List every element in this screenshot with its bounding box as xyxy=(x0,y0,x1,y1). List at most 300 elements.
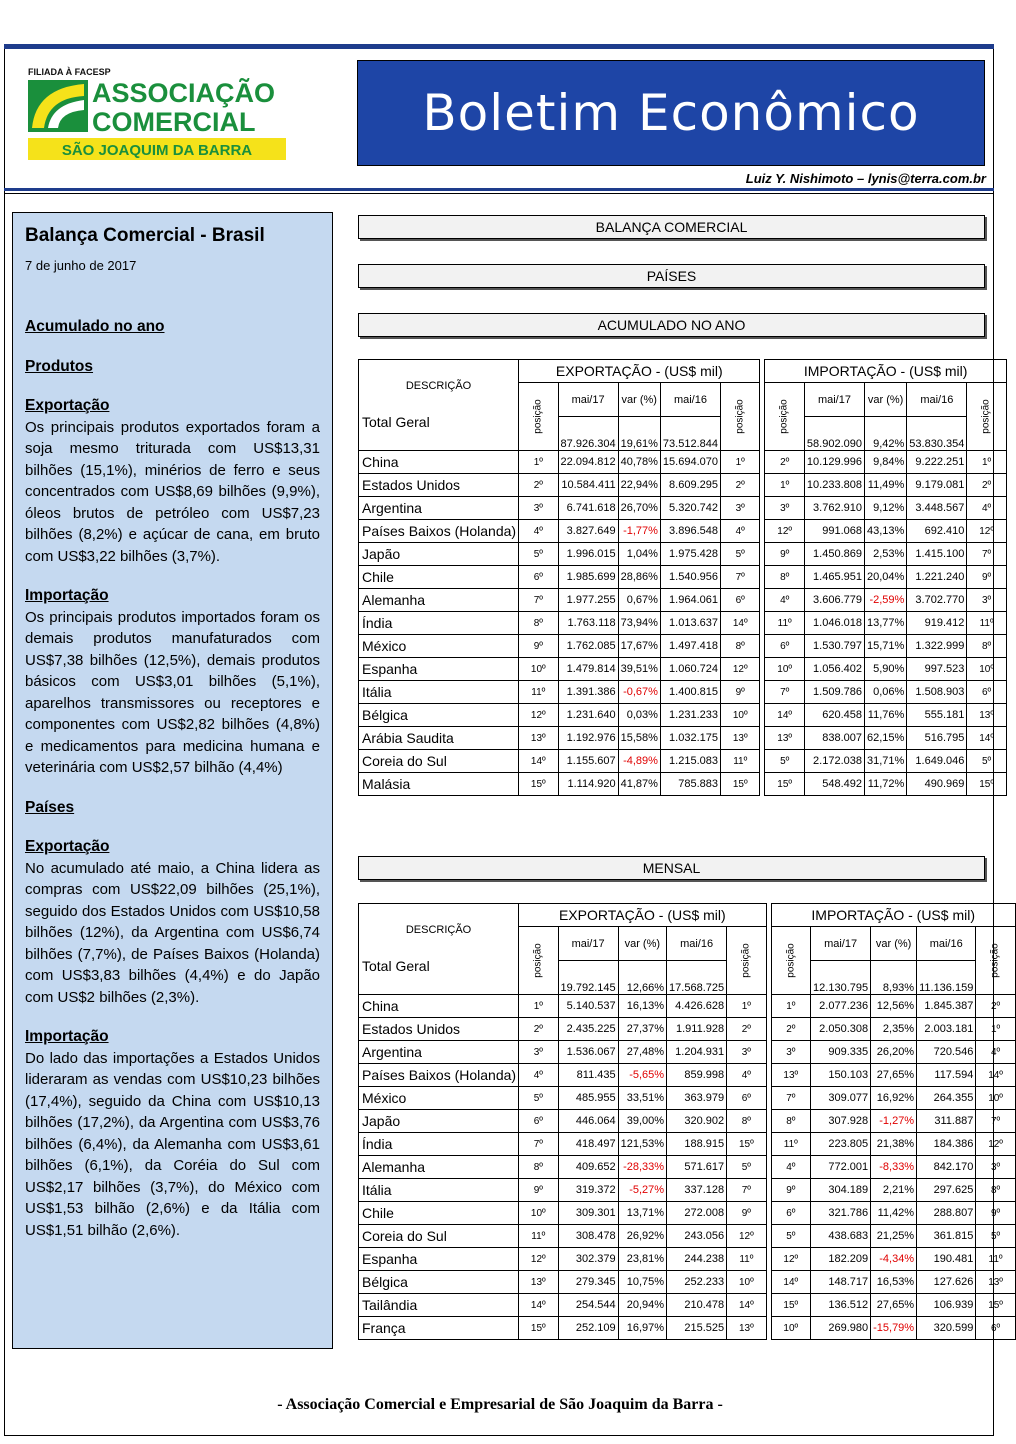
bar-balanca-comercial xyxy=(358,215,985,239)
table-row xyxy=(359,750,1007,773)
country-name: Estados Unidos xyxy=(359,1018,519,1041)
country-name: Alemanha xyxy=(359,589,519,612)
export-mai17: 22.094.812 xyxy=(558,451,618,474)
table-row xyxy=(359,1202,1016,1225)
table-row xyxy=(359,635,1007,658)
import-rank-16: 3º xyxy=(967,589,1006,612)
import-mai17: 1.530.797 xyxy=(804,635,864,658)
export-mai16: 337.128 xyxy=(667,1179,727,1202)
export-mai17: 279.345 xyxy=(558,1271,618,1294)
export-rank-17: 4º xyxy=(519,520,558,543)
export-rank-17: 14º xyxy=(519,750,558,773)
export-rank-16: 15º xyxy=(727,1133,766,1156)
total-i17: 58.902.090 xyxy=(804,417,864,451)
import-rank-17: 6º xyxy=(765,635,804,658)
export-rank-16: 6º xyxy=(720,589,759,612)
country-name: Países Baixos (Holanda) xyxy=(359,1064,519,1087)
posicao-col xyxy=(727,927,766,995)
export-mai17: 811.435 xyxy=(558,1064,618,1087)
export-var: 16,97% xyxy=(618,1317,666,1340)
export-mai16: 1.540.956 xyxy=(660,566,720,589)
export-mai17: 1.996.015 xyxy=(558,543,618,566)
export-var: 28,86% xyxy=(618,566,660,589)
import-var: 5,90% xyxy=(864,658,906,681)
import-mai17: 838.007 xyxy=(804,727,864,750)
export-mai16: 363.979 xyxy=(667,1087,727,1110)
posicao-label: posição xyxy=(785,943,797,978)
col-header-c2: var (%) xyxy=(864,383,906,417)
top-rule xyxy=(4,44,994,49)
import-rank-17: 4º xyxy=(765,589,804,612)
col-header-c2: var (%) xyxy=(618,383,660,417)
logo-emblem-icon xyxy=(26,66,290,162)
export-rank-16: 1º xyxy=(720,451,759,474)
logo-line1: ASSOCIAÇÃO xyxy=(92,78,276,108)
import-rank-16: 9º xyxy=(976,1202,1015,1225)
export-mai17: 2.435.225 xyxy=(558,1018,618,1041)
table-row xyxy=(359,773,1007,796)
col-header-c1: mai/17 xyxy=(804,383,864,417)
import-rank-17: 2º xyxy=(765,451,804,474)
bar-label: MENSAL xyxy=(642,860,701,876)
produtos-importacao-text: Os principais produtos importados foram os demais produtos manufaturados com US$7,38 bilhões (12,5%), demais produtos básicos com US$3,01 bilhões (5,1%), aparelhos transmissores ou receptores e componentes com US$2,82 bilhões (4,8%) e medicamentos para medicina humana e veterinária com US$2,57 bilhão (4,4%) xyxy=(25,608,320,776)
export-rank-16: 13º xyxy=(727,1317,766,1340)
export-mai17: 1.479.814 xyxy=(558,658,618,681)
import-mai16: 3.702.770 xyxy=(907,589,967,612)
import-var: 2,21% xyxy=(871,1179,917,1202)
export-var: 33,51% xyxy=(618,1087,666,1110)
country-name: Espanha xyxy=(359,658,519,681)
importacao-header: IMPORTAÇÃO - (US$ mil) xyxy=(771,904,1015,927)
export-var: 10,75% xyxy=(618,1271,666,1294)
total-e16: 17.568.725 xyxy=(667,961,727,995)
export-mai16: 1.032.175 xyxy=(660,727,720,750)
import-mai16: 320.599 xyxy=(917,1317,976,1340)
export-mai17: 319.372 xyxy=(558,1179,618,1202)
export-rank-16: 8º xyxy=(727,1110,766,1133)
import-mai17: 223.805 xyxy=(811,1133,871,1156)
importacao-header: IMPORTAÇÃO - (US$ mil) xyxy=(765,360,1006,383)
import-var: 9,12% xyxy=(864,497,906,520)
import-var: 11,49% xyxy=(864,474,906,497)
import-mai16: 2.003.181 xyxy=(917,1018,976,1041)
table-row xyxy=(359,1087,1016,1110)
export-var: -28,33% xyxy=(618,1156,666,1179)
export-mai16: 1.400.815 xyxy=(660,681,720,704)
export-mai16: 1.911.928 xyxy=(667,1018,727,1041)
export-mai16: 244.238 xyxy=(667,1248,727,1271)
country-name: China xyxy=(359,451,519,474)
import-rank-16: 14º xyxy=(967,727,1006,750)
posicao-col xyxy=(967,383,1006,451)
section-produtos: Produtos xyxy=(25,357,94,375)
import-rank-17: 14º xyxy=(765,704,804,727)
table-row xyxy=(359,543,1007,566)
table-row xyxy=(359,1156,1016,1179)
export-var: 27,37% xyxy=(618,1018,666,1041)
export-rank-17: 6º xyxy=(519,1110,558,1133)
country-name: Índia xyxy=(359,612,519,635)
import-rank-16: 15º xyxy=(967,773,1006,796)
export-var: 26,92% xyxy=(618,1225,666,1248)
author-line: Luiz Y. Nishimoto – lynis@terra.com.br xyxy=(745,171,986,186)
col-header-c3: mai/16 xyxy=(917,927,976,961)
import-var: 11,76% xyxy=(864,704,906,727)
export-rank-17: 15º xyxy=(519,773,558,796)
country-name: China xyxy=(359,995,519,1018)
posicao-col xyxy=(771,927,810,995)
col-header-c2: var (%) xyxy=(618,927,666,961)
country-name: Argentina xyxy=(359,497,519,520)
export-rank-16: 4º xyxy=(720,520,759,543)
export-var: 0,67% xyxy=(618,589,660,612)
table-mensal xyxy=(358,903,1016,1340)
sidebar-title: Balança Comercial - Brasil xyxy=(25,225,265,246)
import-rank-17: 3º xyxy=(765,497,804,520)
import-mai17: 10.129.996 xyxy=(804,451,864,474)
section-acumulado: Acumulado no ano xyxy=(25,318,165,335)
import-var: 43,13% xyxy=(864,520,906,543)
import-var: 11,72% xyxy=(864,773,906,796)
export-mai16: 1.497.418 xyxy=(660,635,720,658)
country-name: Bélgica xyxy=(359,704,519,727)
import-rank-17: 8º xyxy=(771,1110,810,1133)
sidebar-date: 7 de junho de 2017 xyxy=(25,257,137,273)
import-rank-17: 1º xyxy=(771,995,810,1018)
export-mai16: 1.975.428 xyxy=(660,543,720,566)
import-mai16: 516.795 xyxy=(907,727,967,750)
import-rank-17: 12º xyxy=(771,1248,810,1271)
export-rank-16: 9º xyxy=(727,1202,766,1225)
export-mai16: 859.998 xyxy=(667,1064,727,1087)
export-rank-16: 8º xyxy=(720,635,759,658)
import-mai16: 842.170 xyxy=(917,1156,976,1179)
country-name: Chile xyxy=(359,1202,519,1225)
export-rank-17: 13º xyxy=(519,1271,558,1294)
export-rank-17: 10º xyxy=(519,658,558,681)
header-rule xyxy=(4,188,994,191)
exportacao-header: EXPORTAÇÃO - (US$ mil) xyxy=(519,904,767,927)
export-rank-17: 8º xyxy=(519,612,558,635)
import-rank-16: 11º xyxy=(976,1248,1015,1271)
import-rank-17: 6º xyxy=(771,1202,810,1225)
total-e17: 19.792.145 xyxy=(558,961,618,995)
export-rank-17: 3º xyxy=(519,497,558,520)
import-mai17: 3.606.779 xyxy=(804,589,864,612)
bar-acumulado xyxy=(358,313,985,337)
total-ev: 12,66% xyxy=(618,961,666,995)
import-rank-17: 11º xyxy=(765,612,804,635)
export-mai17: 10.584.411 xyxy=(558,474,618,497)
table-row xyxy=(359,1064,1016,1087)
table-row xyxy=(359,658,1007,681)
import-mai17: 304.189 xyxy=(811,1179,871,1202)
import-mai17: 148.717 xyxy=(811,1271,871,1294)
table-row xyxy=(359,704,1007,727)
export-rank-17: 2º xyxy=(519,1018,558,1041)
export-rank-17: 8º xyxy=(519,1156,558,1179)
import-rank-17: 13º xyxy=(771,1064,810,1087)
import-var: 27,65% xyxy=(871,1064,917,1087)
import-rank-17: 5º xyxy=(771,1225,810,1248)
import-mai17: 309.077 xyxy=(811,1087,871,1110)
table-row xyxy=(359,1179,1016,1202)
import-rank-17: 10º xyxy=(771,1317,810,1340)
export-rank-16: 12º xyxy=(720,658,759,681)
export-mai16: 5.320.742 xyxy=(660,497,720,520)
export-rank-16: 11º xyxy=(720,750,759,773)
import-var: 26,20% xyxy=(871,1041,917,1064)
country-name: Alemanha xyxy=(359,1156,519,1179)
export-mai17: 1.985.699 xyxy=(558,566,618,589)
import-var: 0,06% xyxy=(864,681,906,704)
country-name: Estados Unidos xyxy=(359,474,519,497)
import-var: 16,92% xyxy=(871,1087,917,1110)
export-rank-16: 7º xyxy=(727,1179,766,1202)
import-mai16: 361.815 xyxy=(917,1225,976,1248)
export-mai17: 1.114.920 xyxy=(558,773,618,796)
paises-exportacao-heading: Exportação xyxy=(25,838,110,855)
import-mai17: 1.056.402 xyxy=(804,658,864,681)
export-mai17: 409.652 xyxy=(558,1156,618,1179)
country-name: Malásia xyxy=(359,773,519,796)
import-rank-17: 7º xyxy=(771,1087,810,1110)
posicao-col xyxy=(519,383,558,451)
import-var: 21,25% xyxy=(871,1225,917,1248)
export-var: 17,67% xyxy=(618,635,660,658)
export-rank-17: 9º xyxy=(519,1179,558,1202)
export-var: 41,87% xyxy=(618,773,660,796)
total-i17: 12.130.795 xyxy=(811,961,871,995)
export-var: 23,81% xyxy=(618,1248,666,1271)
desc-label: DESCRIÇÃO xyxy=(405,380,472,392)
exportacao-header: EXPORTAÇÃO - (US$ mil) xyxy=(519,360,760,383)
import-rank-17: 2º xyxy=(771,1018,810,1041)
country-name: Itália xyxy=(359,681,519,704)
import-var: 62,15% xyxy=(864,727,906,750)
export-rank-17: 7º xyxy=(519,589,558,612)
posicao-label: posição xyxy=(740,943,752,978)
import-mai17: 909.335 xyxy=(811,1041,871,1064)
export-var: 40,78% xyxy=(618,451,660,474)
total-iv: 9,42% xyxy=(864,417,906,451)
export-rank-16: 14º xyxy=(720,612,759,635)
export-var: 13,71% xyxy=(618,1202,666,1225)
export-mai16: 3.896.548 xyxy=(660,520,720,543)
paises-exportacao-text: No acumulado até maio, a China lidera as compras com US$22,09 bilhões (25,1%), seguido dos Estados Unidos com US$10,58 bilhões (12%), da Argentina com US$6,74 bilhões (7,7%), de Países Baixos (Holanda) com US$3,83 bilhões (4,4%) e do Japão com US$2 bilhões (2,3%). xyxy=(25,859,320,1006)
import-rank-16: 2º xyxy=(967,474,1006,497)
import-rank-16: 10º xyxy=(976,1087,1015,1110)
import-var: -2,59% xyxy=(864,589,906,612)
import-mai17: 10.233.808 xyxy=(804,474,864,497)
col-header-c1: mai/17 xyxy=(811,927,871,961)
export-var: 20,94% xyxy=(618,1294,666,1317)
export-mai17: 309.301 xyxy=(558,1202,618,1225)
posicao-label: posição xyxy=(532,399,544,434)
import-rank-17: 14º xyxy=(771,1271,810,1294)
import-rank-16: 10º xyxy=(967,658,1006,681)
export-var: 27,48% xyxy=(618,1041,666,1064)
posicao-col xyxy=(976,927,1015,995)
export-rank-16: 15º xyxy=(720,773,759,796)
import-mai16: 184.386 xyxy=(917,1133,976,1156)
import-mai17: 548.492 xyxy=(804,773,864,796)
export-rank-16: 2º xyxy=(727,1018,766,1041)
import-mai16: 1.508.903 xyxy=(907,681,967,704)
export-rank-17: 12º xyxy=(519,1248,558,1271)
import-mai17: 269.980 xyxy=(811,1317,871,1340)
import-var: -8,33% xyxy=(871,1156,917,1179)
import-mai17: 150.103 xyxy=(811,1064,871,1087)
table-row xyxy=(359,1248,1016,1271)
country-name: Japão xyxy=(359,543,519,566)
import-rank-17: 13º xyxy=(765,727,804,750)
import-mai16: 117.594 xyxy=(917,1064,976,1087)
import-mai16: 311.887 xyxy=(917,1110,976,1133)
import-rank-16: 13º xyxy=(976,1271,1015,1294)
country-name: Tailândia xyxy=(359,1294,519,1317)
export-mai17: 1.536.067 xyxy=(558,1041,618,1064)
export-rank-16: 4º xyxy=(727,1064,766,1087)
import-rank-16: 5º xyxy=(967,750,1006,773)
import-rank-17: 10º xyxy=(765,658,804,681)
import-rank-16: 11º xyxy=(967,612,1006,635)
total-e16: 73.512.844 xyxy=(660,417,720,451)
posicao-label: posição xyxy=(734,399,746,434)
export-var: -5,65% xyxy=(618,1064,666,1087)
import-var: 16,53% xyxy=(871,1271,917,1294)
export-rank-17: 5º xyxy=(519,1087,558,1110)
import-mai17: 3.762.910 xyxy=(804,497,864,520)
import-mai17: 321.786 xyxy=(811,1202,871,1225)
import-mai17: 620.458 xyxy=(804,704,864,727)
import-var: 2,35% xyxy=(871,1018,917,1041)
country-name: Espanha xyxy=(359,1248,519,1271)
table-row xyxy=(359,1041,1016,1064)
import-mai16: 9.179.081 xyxy=(907,474,967,497)
export-mai16: 1.964.061 xyxy=(660,589,720,612)
table-row xyxy=(359,995,1016,1018)
posicao-col xyxy=(519,927,558,995)
export-mai16: 188.915 xyxy=(667,1133,727,1156)
export-mai16: 252.233 xyxy=(667,1271,727,1294)
table-row xyxy=(359,1225,1016,1248)
col-header-c1: mai/17 xyxy=(558,927,618,961)
table-row xyxy=(359,566,1007,589)
export-var: 39,51% xyxy=(618,658,660,681)
country-name: Arábia Saudita xyxy=(359,727,519,750)
export-mai17: 1.192.976 xyxy=(558,727,618,750)
import-rank-17: 5º xyxy=(765,750,804,773)
import-mai16: 1.322.999 xyxy=(907,635,967,658)
total-i16: 11.136.159 xyxy=(917,961,976,995)
export-rank-17: 6º xyxy=(519,566,558,589)
bulletin-banner xyxy=(357,60,985,166)
import-rank-17: 9º xyxy=(765,543,804,566)
export-rank-17: 15º xyxy=(519,1317,558,1340)
import-rank-16: 6º xyxy=(976,1317,1015,1340)
import-mai17: 991.068 xyxy=(804,520,864,543)
bar-mensal xyxy=(358,856,985,880)
total-iv: 8,93% xyxy=(871,961,917,995)
table-row xyxy=(359,612,1007,635)
table-row xyxy=(359,1018,1016,1041)
country-name: Coreia do Sul xyxy=(359,1225,519,1248)
export-mai16: 1.204.931 xyxy=(667,1041,727,1064)
import-rank-16: 8º xyxy=(976,1179,1015,1202)
table-row xyxy=(359,727,1007,750)
import-mai16: 1.415.100 xyxy=(907,543,967,566)
import-rank-17: 12º xyxy=(765,520,804,543)
export-mai17: 308.478 xyxy=(558,1225,618,1248)
export-mai16: 320.902 xyxy=(667,1110,727,1133)
import-rank-16: 6º xyxy=(967,681,1006,704)
export-mai17: 485.955 xyxy=(558,1087,618,1110)
export-rank-17: 4º xyxy=(519,1064,558,1087)
import-rank-16: 14º xyxy=(976,1064,1015,1087)
export-var: 15,58% xyxy=(618,727,660,750)
total-e17: 87.926.304 xyxy=(558,417,618,451)
import-rank-17: 9º xyxy=(771,1179,810,1202)
export-var: -0,67% xyxy=(618,681,660,704)
import-var: 31,71% xyxy=(864,750,906,773)
table-row xyxy=(359,497,1007,520)
desc-header xyxy=(359,904,519,995)
export-rank-16: 13º xyxy=(720,727,759,750)
col-header-c3: mai/16 xyxy=(907,383,967,417)
import-mai16: 190.481 xyxy=(917,1248,976,1271)
export-rank-16: 9º xyxy=(720,681,759,704)
produtos-exportacao-text: Os principais produtos exportados foram a soja mesmo triturada com US$13,31 bilhões (15,1%), minérios de ferro e seus concentrados com US$8,69 bilhões (9,9%), óleos brutos de petróleo com US$7,23 bilhões (8,2%) e açúcar de cana, em bruto com US$3,22 bilhões (3,7%). xyxy=(25,418,320,565)
export-mai17: 446.064 xyxy=(558,1110,618,1133)
import-rank-17: 3º xyxy=(771,1041,810,1064)
country-name: Países Baixos (Holanda) xyxy=(359,520,519,543)
import-mai16: 297.625 xyxy=(917,1179,976,1202)
bar-label: ACUMULADO NO ANO xyxy=(597,317,746,333)
import-mai16: 264.355 xyxy=(917,1087,976,1110)
export-var: 73,94% xyxy=(618,612,660,635)
table-row xyxy=(359,520,1007,543)
country-name: Índia xyxy=(359,1133,519,1156)
export-mai17: 6.741.618 xyxy=(558,497,618,520)
col-header-c1: mai/17 xyxy=(558,383,618,417)
import-var: 20,04% xyxy=(864,566,906,589)
export-var: 0,03% xyxy=(618,704,660,727)
import-var: -1,27% xyxy=(871,1110,917,1133)
import-rank-16: 9º xyxy=(967,566,1006,589)
table-row xyxy=(359,1271,1016,1294)
col-header-c2: var (%) xyxy=(871,927,917,961)
table-row xyxy=(359,474,1007,497)
import-mai16: 555.181 xyxy=(907,704,967,727)
export-mai16: 4.426.628 xyxy=(667,995,727,1018)
table-row xyxy=(359,589,1007,612)
export-var: -1,77% xyxy=(618,520,660,543)
import-rank-16: 12º xyxy=(976,1133,1015,1156)
import-rank-17: 7º xyxy=(765,681,804,704)
posicao-col xyxy=(765,383,804,451)
desc-header xyxy=(359,360,519,451)
posicao-label: posição xyxy=(990,943,1002,978)
total-i16: 53.830.354 xyxy=(907,417,967,451)
import-mai16: 106.939 xyxy=(917,1294,976,1317)
export-mai17: 302.379 xyxy=(558,1248,618,1271)
total-geral-label: Total Geral xyxy=(362,958,430,974)
export-rank-16: 6º xyxy=(727,1087,766,1110)
import-rank-16: 1º xyxy=(976,1018,1015,1041)
country-name: Chile xyxy=(359,566,519,589)
import-rank-16: 15º xyxy=(976,1294,1015,1317)
